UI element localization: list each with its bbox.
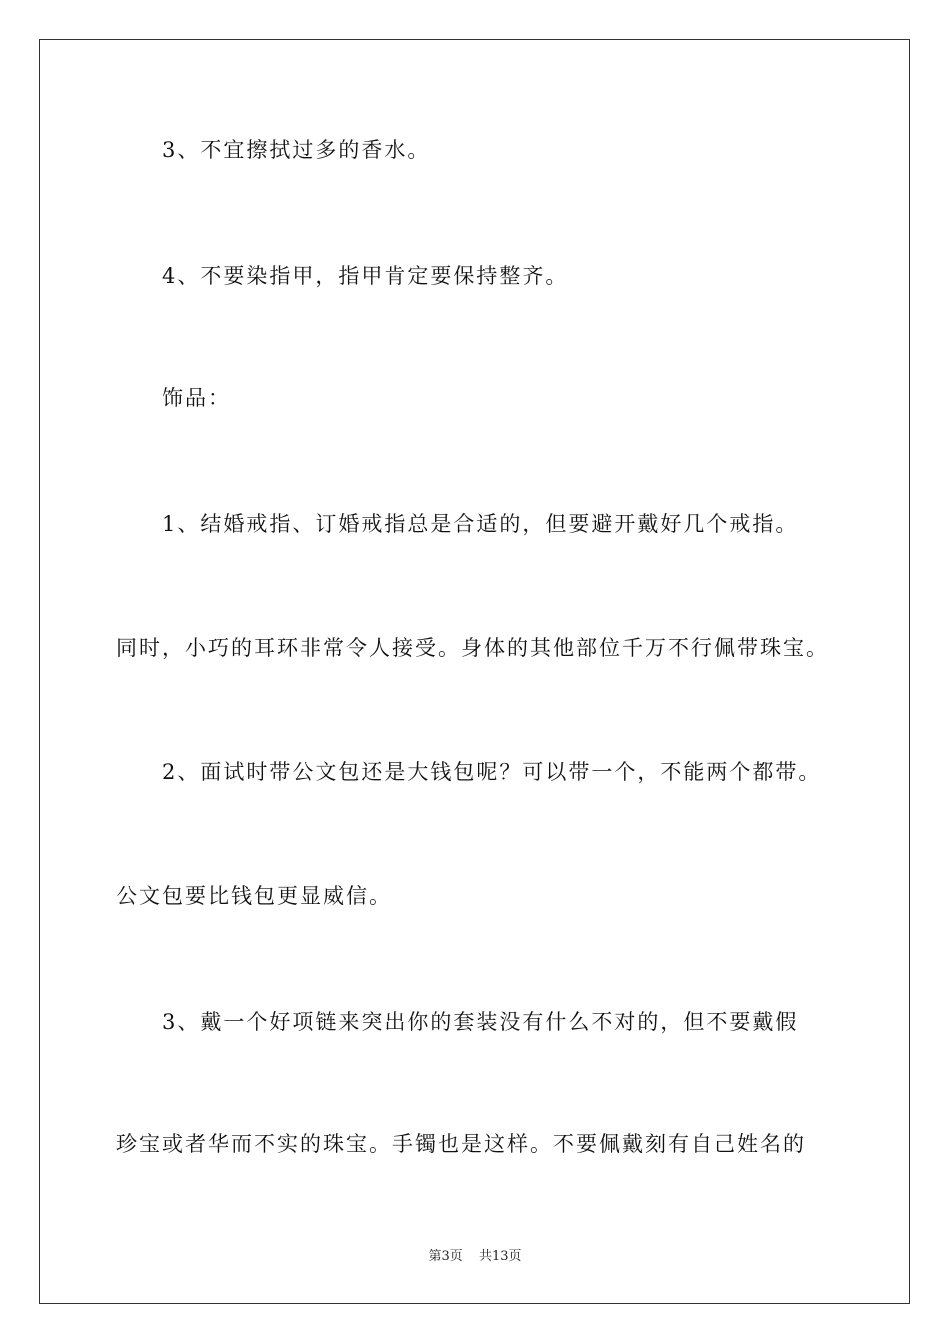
page-total: 共13页 (478, 1249, 522, 1264)
paragraph-line: 3、戴一个好项链来突出你的套装没有什么不对的，但不要戴假 (162, 1010, 799, 1034)
paragraph-line: 珍宝或者华而不实的珠宝。手镯也是这样。不要佩戴刻有自己姓名的 (116, 1132, 806, 1156)
section-heading: 饰品： (162, 386, 231, 410)
page-border (39, 39, 910, 1304)
paragraph-line: 4、不要染指甲，指甲肯定要保持整齐。 (162, 264, 569, 288)
page-footer (0, 1248, 950, 1266)
paragraph-line: 2、面试时带公文包还是大钱包呢？可以带一个，不能两个都带。 (162, 760, 822, 784)
page-number: 第3页 (428, 1249, 463, 1264)
paragraph-line: 公文包要比钱包更显威信。 (116, 884, 392, 908)
paragraph-line: 1、结婚戒指、订婚戒指总是合适的，但要避开戴好几个戒指。 (162, 512, 799, 536)
paragraph-line: 同时，小巧的耳环非常令人接受。身体的其他部位千万不行佩带珠宝。 (116, 636, 829, 660)
paragraph-line: 3、不宜擦拭过多的香水。 (162, 138, 431, 162)
